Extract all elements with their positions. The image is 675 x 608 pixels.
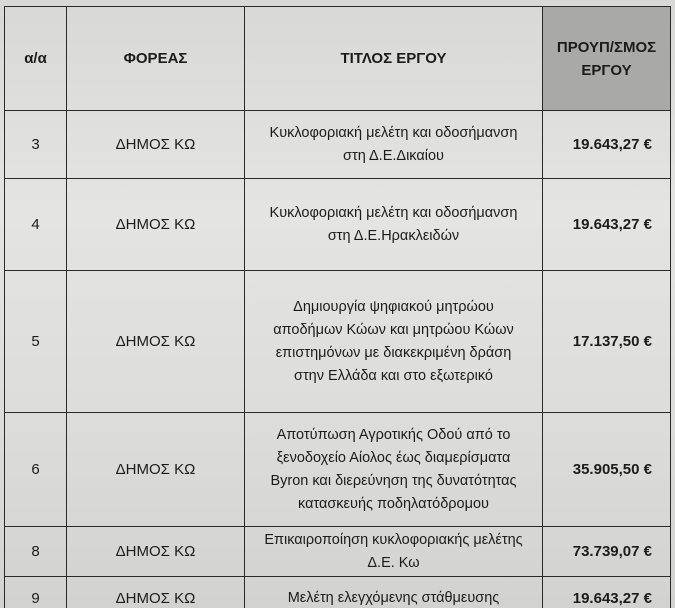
row-aa: 5: [5, 271, 67, 413]
projects-table: [4, 6, 671, 608]
row-title: [245, 577, 543, 608]
header-budget-line2: ΕΡΓΟΥ: [581, 61, 632, 79]
row-title-line: Byron και διερεύνηση της δυνατότητας: [270, 472, 517, 489]
header-aa: α/α: [5, 7, 67, 111]
header-budget: [543, 7, 671, 111]
row-title-line: αποδήμων Κώων και μητρώου Κώων: [273, 321, 514, 338]
row-aa: 6: [5, 413, 67, 527]
row-foreas: ΔΗΜΟΣ ΚΩ: [67, 527, 245, 577]
row-budget: 73.739,07 €: [543, 527, 671, 577]
row-title: [245, 413, 543, 527]
row-title-line: Κυκλοφοριακή μελέτη και οδοσήμανση: [269, 204, 518, 221]
table-row: [5, 271, 671, 413]
table-row: [5, 527, 671, 577]
row-title-line: στη Δ.Ε.Ηρακλειδών: [327, 227, 460, 244]
row-foreas: ΔΗΜΟΣ ΚΩ: [67, 271, 245, 413]
row-budget: 19.643,27 €: [543, 111, 671, 179]
header-titlos: ΤΙΤΛΟΣ ΕΡΓΟΥ: [245, 7, 543, 111]
row-title-line: Δ.Ε. Κω: [367, 554, 420, 571]
row-title-line: Δημιουργία ψηφιακού μητρώου: [293, 298, 494, 315]
table-row: [5, 111, 671, 179]
row-budget: 19.643,27 €: [543, 577, 671, 608]
row-title: [245, 527, 543, 577]
row-title-line: κατασκευής ποδηλατόδρομου: [298, 495, 489, 512]
row-budget: 35.905,50 €: [543, 413, 671, 527]
row-foreas: ΔΗΜΟΣ ΚΩ: [67, 111, 245, 179]
row-title: [245, 271, 543, 413]
row-title-line: επιστημόνων με διακεκριμένη δράση: [275, 344, 512, 361]
row-foreas: ΔΗΜΟΣ ΚΩ: [67, 577, 245, 608]
row-aa: 8: [5, 527, 67, 577]
row-title-line: ξενοδοχείο Αίολος έως διαμερίσματα: [276, 449, 511, 466]
row-foreas: ΔΗΜΟΣ ΚΩ: [67, 179, 245, 271]
table-row: [5, 577, 671, 608]
table-row: [5, 179, 671, 271]
row-title-line: Κυκλοφοριακή μελέτη και οδοσήμανση: [269, 124, 518, 141]
header-foreas: ΦΟΡΕΑΣ: [67, 7, 245, 111]
row-foreas: ΔΗΜΟΣ ΚΩ: [67, 413, 245, 527]
row-aa: 4: [5, 179, 67, 271]
row-aa: 3: [5, 111, 67, 179]
header-budget-line1: ΠΡΟΥΠ/ΣΜΟΣ: [556, 38, 657, 56]
row-aa: 9: [5, 577, 67, 608]
row-title: [245, 179, 543, 271]
row-budget: 19.643,27 €: [543, 179, 671, 271]
row-title-line: Μελέτη ελεγχόμενης στάθμευσης: [287, 590, 500, 606]
row-title-line: Αποτύπωση Αγροτικής Οδού από το: [276, 426, 511, 443]
row-budget: 17.137,50 €: [543, 271, 671, 413]
row-title: [245, 111, 543, 179]
row-title-line: στη Δ.Ε.Δικαίου: [343, 147, 444, 164]
table-row: [5, 413, 671, 527]
row-title-line: Επικαιροποίηση κυκλοφοριακής μελέτης: [264, 531, 523, 548]
row-title-line: στην Ελλάδα και στο εξωτερικό: [294, 367, 493, 384]
header-row: [5, 7, 671, 111]
